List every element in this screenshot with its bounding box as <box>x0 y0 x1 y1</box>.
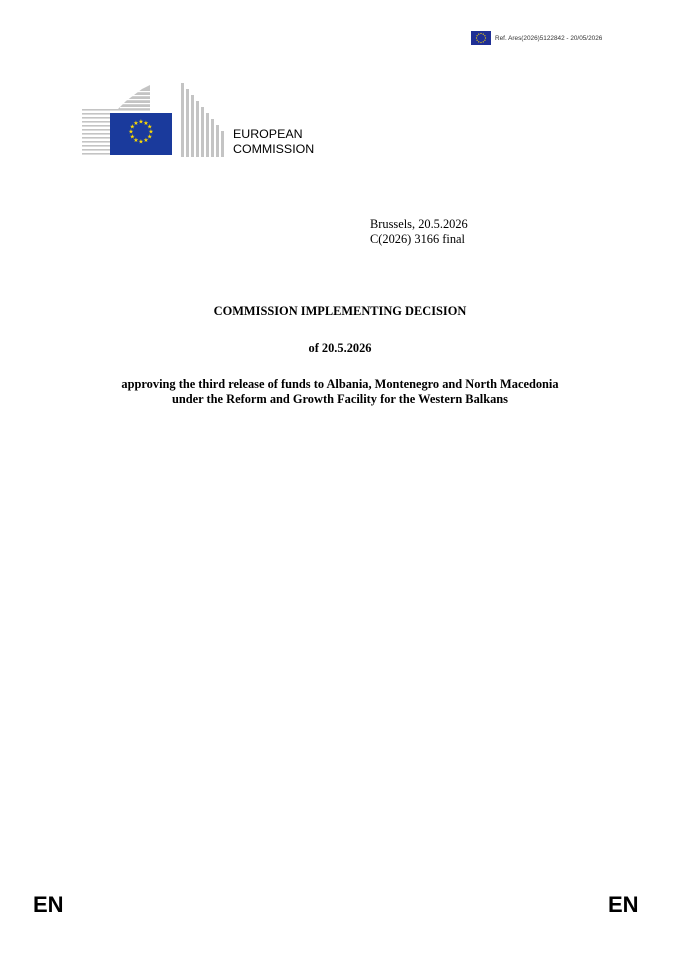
place-date: Brussels, 20.5.2026 <box>370 217 468 231</box>
svg-text:★: ★ <box>133 119 139 127</box>
svg-text:★: ★ <box>128 128 134 136</box>
subject-line-2: under the Reform and Growth Facility for the Western Balkans <box>171 392 509 406</box>
ares-reference-text: Ref. Ares(2026)5122842 - 20/05/2026 <box>495 34 603 42</box>
subject-line-1: approving the third release of funds to Albania, Montenegro and North Macedonia <box>121 377 559 391</box>
eu-flag-icon <box>471 31 491 45</box>
svg-text:★: ★ <box>147 133 153 141</box>
document-subject <box>40 377 640 407</box>
ares-reference-stamp <box>471 31 602 45</box>
document-title: COMMISSION IMPLEMENTING DECISION <box>213 304 467 318</box>
svg-text:★: ★ <box>129 123 135 131</box>
svg-text:★: ★ <box>138 118 144 126</box>
org-line-1: EUROPEAN <box>233 127 303 141</box>
language-code-right: EN <box>608 892 639 917</box>
svg-text:★: ★ <box>133 137 139 145</box>
european-commission-logo-icon <box>80 83 230 157</box>
svg-text:★: ★ <box>129 133 135 141</box>
svg-text:★: ★ <box>148 128 154 136</box>
document-date: of 20.5.2026 <box>308 341 372 355</box>
svg-text:★: ★ <box>138 138 144 146</box>
svg-text:★: ★ <box>143 119 149 127</box>
document-reference: C(2026) 3166 final <box>370 232 465 246</box>
language-code-left: EN <box>33 892 64 917</box>
svg-text:★: ★ <box>143 137 149 145</box>
org-line-2: COMMISSION <box>233 141 315 156</box>
svg-text:★: ★ <box>147 123 153 131</box>
document-meta <box>370 217 468 247</box>
organization-name <box>233 127 314 156</box>
